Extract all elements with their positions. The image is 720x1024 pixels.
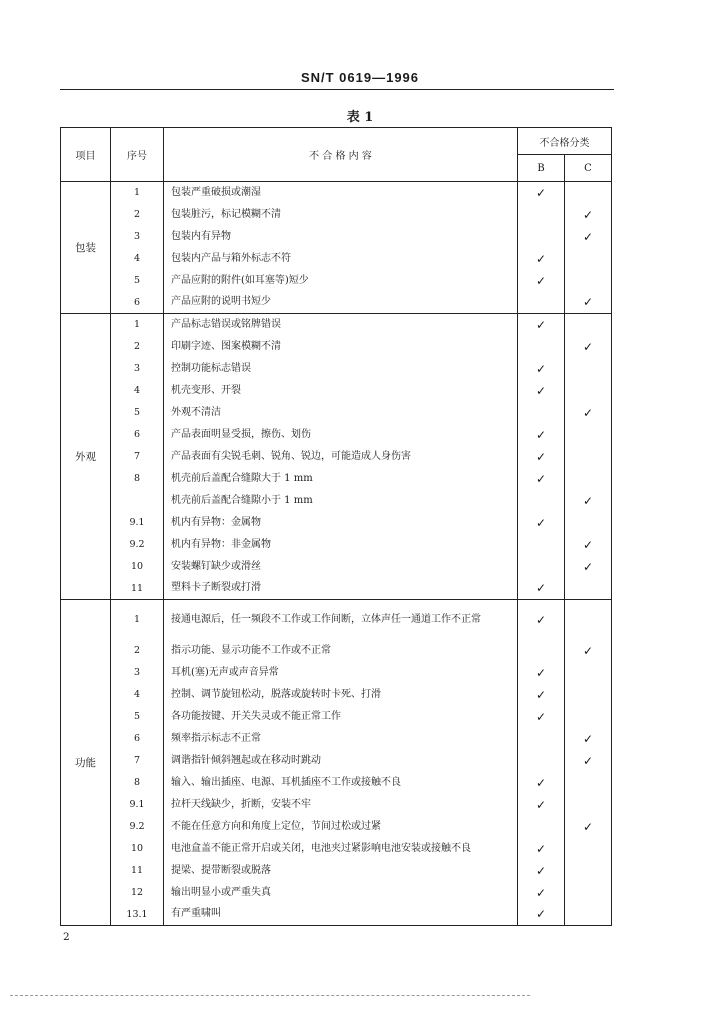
check-mark-icon: ✓ (582, 753, 594, 768)
table-row (61, 816, 612, 838)
content-cell: 接通电源后，任一频段不工作或工作间断，立体声任一通道工作不正常 (164, 600, 518, 640)
content-cell: 产品应附的附件(如耳塞等)短少 (164, 270, 518, 292)
content-cell: 外观不清洁 (164, 402, 518, 424)
content-cell: 频率指示标志不正常 (164, 728, 518, 750)
content-cell: 输入、输出插座、电源、耳机插座不工作或接触不良 (164, 772, 518, 794)
class-b-cell (518, 772, 565, 794)
content-cell: 机壳前后盖配合缝隙小于 1 mm (164, 490, 518, 512)
content-cell: 机壳前后盖配合缝隙大于 1 mm (164, 468, 518, 490)
check-mark-icon: ✓ (582, 819, 594, 834)
class-b-cell (518, 728, 565, 750)
class-c-cell (565, 204, 612, 226)
class-c-cell (565, 600, 612, 640)
class-c-cell (565, 794, 612, 816)
class-b-cell (518, 904, 565, 926)
check-mark-icon: ✓ (535, 383, 547, 398)
table-row (61, 534, 612, 556)
seq-cell: 2 (111, 204, 164, 226)
table-row (61, 490, 612, 512)
seq-cell: 5 (111, 402, 164, 424)
check-mark-icon: ✓ (582, 295, 594, 310)
seq-cell: 1 (111, 182, 164, 204)
content-cell: 各功能按键、开关失灵或不能正常工作 (164, 706, 518, 728)
class-c-cell (565, 446, 612, 468)
class-b-cell (518, 490, 565, 512)
content-cell: 调谐指针倾斜翘起或在移动时跳动 (164, 750, 518, 772)
table-row (61, 446, 612, 468)
table-row (61, 706, 612, 728)
check-mark-icon: ✓ (535, 665, 547, 680)
class-b-cell (518, 534, 565, 556)
table-row (61, 728, 612, 750)
content-cell: 机内有异物：金属物 (164, 512, 518, 534)
seq-cell: 1 (111, 314, 164, 336)
seq-cell: 6 (111, 728, 164, 750)
class-b-cell (518, 358, 565, 380)
content-cell: 包装严重破损或潮湿 (164, 182, 518, 204)
class-b-cell (518, 424, 565, 446)
table-row (61, 838, 612, 860)
content-cell: 机壳变形、开裂 (164, 380, 518, 402)
seq-cell: 3 (111, 358, 164, 380)
content-cell: 有严重啸叫 (164, 904, 518, 926)
table-row (61, 248, 612, 270)
content-cell: 包装脏污，标记模糊不清 (164, 204, 518, 226)
class-b-cell (518, 640, 565, 662)
content-cell: 耳机(塞)无声或声音异常 (164, 662, 518, 684)
table-row (61, 904, 612, 926)
class-c-cell (565, 336, 612, 358)
class-b-cell (518, 706, 565, 728)
seq-cell: 5 (111, 706, 164, 728)
category-cell: 功能 (61, 600, 111, 926)
class-c-cell (565, 904, 612, 926)
class-c-cell (565, 578, 612, 600)
class-b-cell (518, 750, 565, 772)
check-mark-icon: ✓ (535, 687, 547, 702)
class-b-cell (518, 684, 565, 706)
content-cell: 输出明显小或严重失真 (164, 882, 518, 904)
table-row (61, 204, 612, 226)
content-cell: 电池盒盖不能正常开启或关闭，电池夹过紧影响电池安装或接触不良 (164, 838, 518, 860)
seq-cell: 10 (111, 838, 164, 860)
seq-cell: 1 (111, 600, 164, 640)
check-mark-icon: ✓ (535, 907, 547, 922)
category-cell: 外观 (61, 314, 111, 600)
class-c-cell (565, 640, 612, 662)
class-b-cell (518, 860, 565, 882)
check-mark-icon: ✓ (535, 449, 547, 464)
column-header-category: 不合格分类 (518, 128, 612, 155)
check-mark-icon: ✓ (535, 797, 547, 812)
table-row (61, 684, 612, 706)
content-cell: 机内有异物：非金属物 (164, 534, 518, 556)
check-mark-icon: ✓ (582, 643, 594, 658)
class-c-cell (565, 248, 612, 270)
class-c-cell (565, 838, 612, 860)
content-cell: 产品表面明显受损，擦伤、划伤 (164, 424, 518, 446)
check-mark-icon: ✓ (535, 471, 547, 486)
seq-cell: 9.1 (111, 512, 164, 534)
class-c-cell (565, 728, 612, 750)
class-c-cell (565, 750, 612, 772)
class-c-cell (565, 182, 612, 204)
page-number: 2 (63, 931, 70, 943)
seq-cell: 9.1 (111, 794, 164, 816)
class-b-cell (518, 402, 565, 424)
table-row (61, 860, 612, 882)
content-cell: 控制功能标志错误 (164, 358, 518, 380)
seq-cell: 4 (111, 248, 164, 270)
check-mark-icon: ✓ (582, 229, 594, 244)
check-mark-icon: ✓ (535, 863, 547, 878)
class-b-cell (518, 468, 565, 490)
table-row (61, 512, 612, 534)
check-mark-icon: ✓ (535, 841, 547, 856)
seq-cell: 4 (111, 684, 164, 706)
seq-cell: 3 (111, 662, 164, 684)
content-cell: 产品表面有尖锐毛刺、锐角、锐边，可能造成人身伤害 (164, 446, 518, 468)
class-c-cell (565, 424, 612, 446)
nonconformity-table (60, 127, 612, 926)
table-row (61, 750, 612, 772)
class-c-cell (565, 816, 612, 838)
class-c-cell (565, 512, 612, 534)
table-row (61, 578, 612, 600)
check-mark-icon: ✓ (582, 493, 594, 508)
table-row (61, 358, 612, 380)
table-row (61, 468, 612, 490)
class-c-cell (565, 490, 612, 512)
table-row (61, 556, 612, 578)
check-mark-icon: ✓ (535, 317, 547, 332)
content-cell: 产品标志错误或铭牌错误 (164, 314, 518, 336)
seq-cell: 6 (111, 424, 164, 446)
seq-cell: 4 (111, 380, 164, 402)
content-cell: 印刷字迹、图案模糊不清 (164, 336, 518, 358)
check-mark-icon: ✓ (535, 185, 547, 200)
content-cell: 不能在任意方向和角度上定位，节间过松或过紧 (164, 816, 518, 838)
class-b-cell (518, 600, 565, 640)
class-c-cell (565, 358, 612, 380)
class-b-cell (518, 838, 565, 860)
table-row (61, 600, 612, 640)
seq-cell: 3 (111, 226, 164, 248)
scan-edge-line (10, 995, 530, 996)
check-mark-icon: ✓ (582, 731, 594, 746)
class-c-cell (565, 292, 612, 314)
category-cell: 包装 (61, 182, 111, 314)
class-b-cell (518, 292, 565, 314)
class-b-cell (518, 512, 565, 534)
seq-cell: 8 (111, 468, 164, 490)
header-rule (60, 89, 614, 90)
class-b-cell (518, 248, 565, 270)
table-body (61, 182, 612, 926)
seq-cell: 12 (111, 882, 164, 904)
class-b-cell (518, 336, 565, 358)
table-row (61, 882, 612, 904)
check-mark-icon: ✓ (582, 207, 594, 222)
seq-cell: 2 (111, 640, 164, 662)
seq-cell: 7 (111, 446, 164, 468)
seq-cell: 9.2 (111, 816, 164, 838)
document-header: SN/T 0619—1996 (300, 70, 420, 85)
class-b-cell (518, 270, 565, 292)
content-cell: 塑料卡子断裂或打滑 (164, 578, 518, 600)
class-b-cell (518, 662, 565, 684)
class-b-cell (518, 578, 565, 600)
check-mark-icon: ✓ (535, 709, 547, 724)
class-c-cell (565, 534, 612, 556)
table-row (61, 402, 612, 424)
seq-cell: 5 (111, 270, 164, 292)
check-mark-icon: ✓ (582, 339, 594, 354)
class-c-cell (565, 314, 612, 336)
table-row (61, 226, 612, 248)
class-c-cell (565, 468, 612, 490)
column-header-c: C (565, 155, 612, 182)
class-c-cell (565, 380, 612, 402)
table-row (61, 424, 612, 446)
seq-cell: 9.2 (111, 534, 164, 556)
check-mark-icon: ✓ (582, 559, 594, 574)
seq-cell: 11 (111, 860, 164, 882)
table-row (61, 314, 612, 336)
check-mark-icon: ✓ (535, 612, 547, 627)
check-mark-icon: ✓ (535, 581, 547, 596)
class-b-cell (518, 226, 565, 248)
column-header-item: 项目 (61, 128, 111, 182)
class-b-cell (518, 182, 565, 204)
check-mark-icon: ✓ (535, 273, 547, 288)
check-mark-icon: ✓ (535, 427, 547, 442)
check-mark-icon: ✓ (535, 775, 547, 790)
class-b-cell (518, 380, 565, 402)
class-c-cell (565, 684, 612, 706)
content-cell: 拉杆天线缺少，折断，安装不牢 (164, 794, 518, 816)
seq-cell (111, 490, 164, 512)
seq-cell: 2 (111, 336, 164, 358)
class-c-cell (565, 882, 612, 904)
table-row (61, 794, 612, 816)
check-mark-icon: ✓ (535, 885, 547, 900)
class-b-cell (518, 794, 565, 816)
class-c-cell (565, 270, 612, 292)
class-c-cell (565, 772, 612, 794)
column-header-seq: 序号 (111, 128, 164, 182)
table-row (61, 662, 612, 684)
class-c-cell (565, 226, 612, 248)
class-c-cell (565, 402, 612, 424)
class-c-cell (565, 706, 612, 728)
table-row (61, 640, 612, 662)
class-b-cell (518, 816, 565, 838)
content-cell: 产品应附的说明书短少 (164, 292, 518, 314)
table-row (61, 270, 612, 292)
class-c-cell (565, 556, 612, 578)
seq-cell: 8 (111, 772, 164, 794)
table-row (61, 772, 612, 794)
table-row (61, 380, 612, 402)
content-cell: 提梁、提带断裂或脱落 (164, 860, 518, 882)
content-cell: 包装内有异物 (164, 226, 518, 248)
check-mark-icon: ✓ (535, 361, 547, 376)
seq-cell: 10 (111, 556, 164, 578)
class-c-cell (565, 860, 612, 882)
table-row (61, 292, 612, 314)
check-mark-icon: ✓ (582, 405, 594, 420)
class-b-cell (518, 882, 565, 904)
seq-cell: 6 (111, 292, 164, 314)
class-c-cell (565, 662, 612, 684)
check-mark-icon: ✓ (535, 251, 547, 266)
table-row (61, 336, 612, 358)
column-header-content: 不 合 格 内 容 (164, 128, 518, 182)
content-cell: 控制、调节旋钮松动，脱落或旋转时卡死、打滑 (164, 684, 518, 706)
class-b-cell (518, 446, 565, 468)
content-cell: 包装内产品与箱外标志不符 (164, 248, 518, 270)
column-header-b: B (518, 155, 565, 182)
seq-cell: 7 (111, 750, 164, 772)
check-mark-icon: ✓ (535, 515, 547, 530)
table-title: 表 1 (346, 110, 374, 125)
class-b-cell (518, 314, 565, 336)
seq-cell: 11 (111, 578, 164, 600)
class-b-cell (518, 556, 565, 578)
table-row (61, 182, 612, 204)
content-cell: 安装螺钉缺少或滑丝 (164, 556, 518, 578)
check-mark-icon: ✓ (582, 537, 594, 552)
content-cell: 指示功能、显示功能不工作或不正常 (164, 640, 518, 662)
seq-cell: 13.1 (111, 904, 164, 926)
class-b-cell (518, 204, 565, 226)
